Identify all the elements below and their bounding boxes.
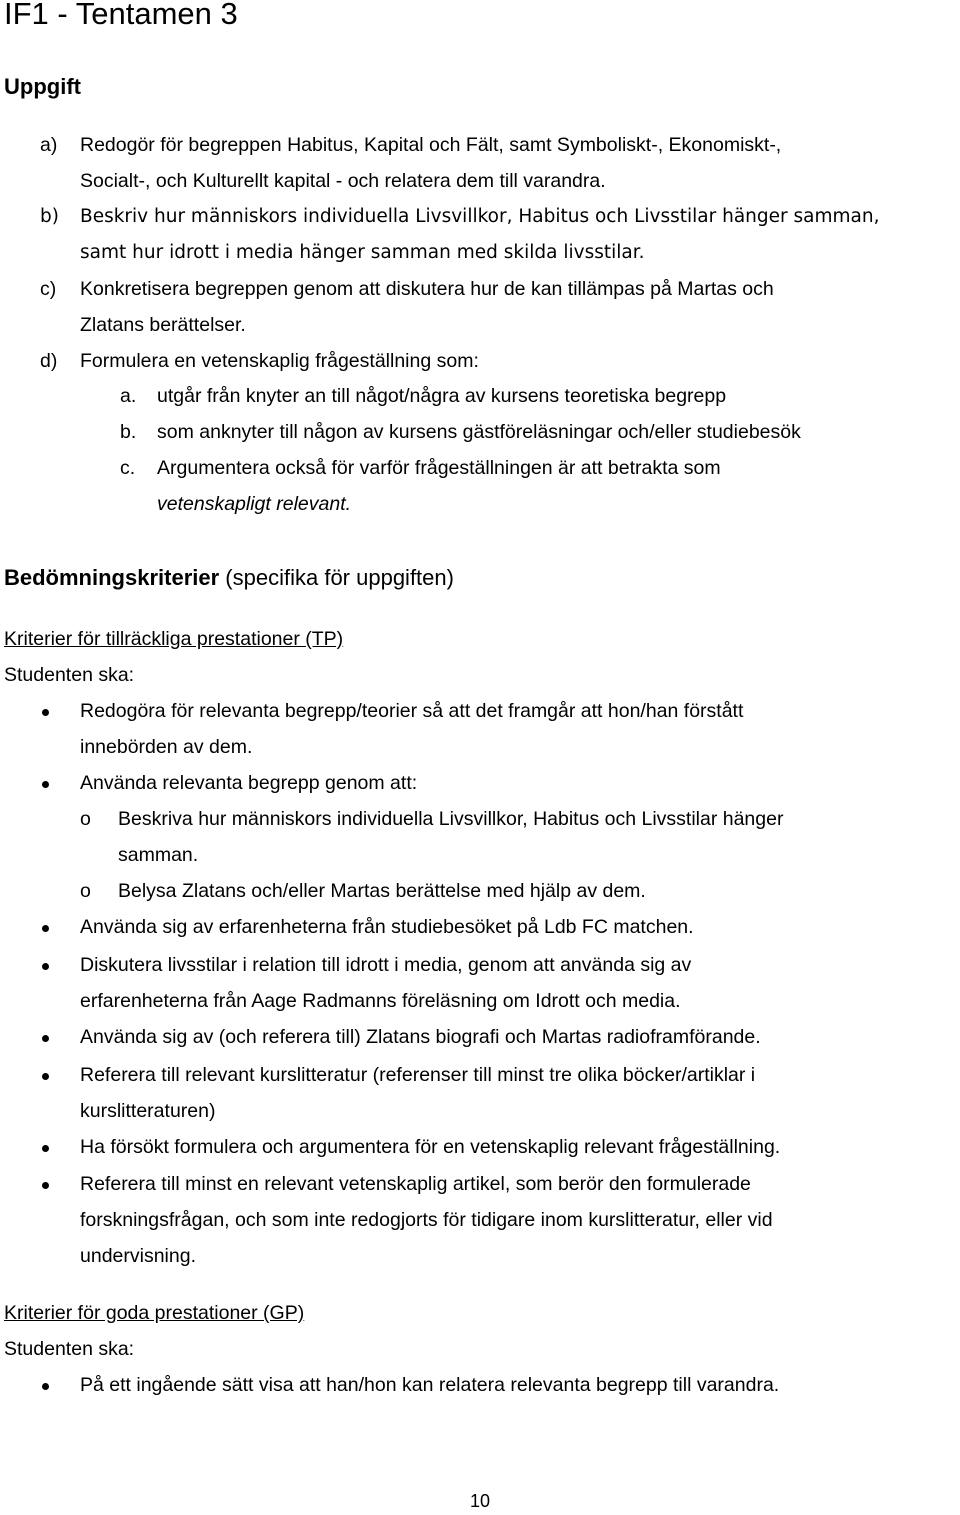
task-heading: Uppgift xyxy=(4,74,81,99)
tp-sub-1-line-1: Beskriva hur människors individuella Livsvillkor, Habitus och Livsstilar hänger xyxy=(118,808,784,830)
tp-bullet-7-line-1: Ha försökt formulera och argumentera för en vetenskaplig relevant frågeställning. xyxy=(80,1136,781,1158)
task-b-line-2: samt hur idrott i media hänger samman med skilda livsstilar. xyxy=(80,242,645,263)
bullet-icon xyxy=(42,1383,49,1390)
circle-bullet-icon: o xyxy=(80,880,91,902)
sub-b-line-1: som anknyter till någon av kursens gästföreläsningar och/eller studiebesök xyxy=(157,421,801,443)
sub-marker-a: a. xyxy=(120,385,137,407)
criteria-heading-bold: Bedömningskriterier xyxy=(4,565,220,590)
bullet-icon xyxy=(42,1182,49,1189)
tp-bullet-8-line-2: forskningsfrågan, och som inte redogjorts för tidigare inom kurslitteratur, eller vid xyxy=(80,1209,773,1231)
task-c-line-1: Konkretisera begreppen genom att diskutera hur de kan tillämpas på Martas och xyxy=(80,278,774,300)
criteria-heading xyxy=(4,563,454,593)
task-marker-d: d) xyxy=(40,350,58,372)
tp-bullet-1-line-1: Redogöra för relevanta begrepp/teorier så att det framgår att hon/han förstått xyxy=(80,700,744,722)
tp-bullet-6-line-2: kurslitteraturen) xyxy=(80,1100,216,1122)
bullet-icon xyxy=(42,709,49,716)
sub-marker-c: c. xyxy=(120,457,136,479)
task-c-line-2: Zlatans berättelser. xyxy=(80,314,246,336)
sub-c-line-2: vetenskapligt relevant. xyxy=(157,493,352,515)
tp-bullet-4-line-2: erfarenheterna från Aage Radmanns föreläsning om Idrott och media. xyxy=(80,990,681,1012)
gp-heading: Kriterier för goda prestationer (GP) xyxy=(4,1302,305,1324)
tp-sub-1-line-2: samman. xyxy=(118,844,199,866)
task-a-line-1: Redogör för begreppen Habitus, Kapital och Fält, samt Symboliskt-, Ekonomiskt-, xyxy=(80,134,782,156)
tp-bullet-5-line-1: Använda sig av (och referera till) Zlatans biografi och Martas radioframförande. xyxy=(80,1026,761,1048)
gp-intro: Studenten ska: xyxy=(4,1338,135,1360)
bullet-icon xyxy=(42,963,49,970)
criteria-heading-rest: (specifika för uppgiften) xyxy=(225,565,454,590)
bullet-icon xyxy=(42,1035,49,1042)
bullet-icon xyxy=(42,925,49,932)
task-marker-b: b) xyxy=(40,206,59,227)
bullet-icon xyxy=(42,1073,49,1080)
tp-bullet-3-line-1: Använda sig av erfarenheterna från studiebesöket på Ldb FC matchen. xyxy=(80,916,694,938)
tp-bullet-8-line-3: undervisning. xyxy=(80,1245,196,1267)
tp-bullet-4-line-1: Diskutera livsstilar i relation till idrott i media, genom att använda sig av xyxy=(80,954,692,976)
tp-intro: Studenten ska: xyxy=(4,664,135,686)
page-number: 10 xyxy=(469,1491,491,1511)
task-b-line-1: Beskriv hur människors individuella Livsvillkor, Habitus och Livsstilar hänger samman, xyxy=(80,206,880,227)
sub-a-line-1: utgår från knyter an till något/några av kursens teoretiska begrepp xyxy=(157,385,727,407)
bullet-icon xyxy=(42,781,49,788)
document-title: IF1 - Tentamen 3 xyxy=(4,0,238,31)
task-d-line-1: Formulera en vetenskaplig frågeställning som: xyxy=(80,350,479,372)
circle-bullet-icon: o xyxy=(80,808,91,830)
task-a-line-2: Socialt-, och Kulturellt kapital - och relatera dem till varandra. xyxy=(80,170,606,192)
bullet-icon xyxy=(42,1145,49,1152)
sub-marker-b: b. xyxy=(120,421,137,443)
tp-bullet-2-line-1: Använda relevanta begrepp genom att: xyxy=(80,772,418,794)
tp-bullet-1-line-2: innebörden av dem. xyxy=(80,736,253,758)
task-marker-a: a) xyxy=(40,134,58,156)
sub-c-line-1: Argumentera också för varför frågeställningen är att betrakta som xyxy=(157,457,721,479)
tp-bullet-8-line-1: Referera till minst en relevant vetenskaplig artikel, som berör den formulerade xyxy=(80,1173,751,1195)
tp-heading: Kriterier för tillräckliga prestationer (TP) xyxy=(4,628,344,650)
tp-bullet-6-line-1: Referera till relevant kurslitteratur (referenser till minst tre olika böcker/artiklar i xyxy=(80,1064,756,1086)
task-marker-c: c) xyxy=(40,278,57,300)
tp-sub-2-line-1: Belysa Zlatans och/eller Martas berättelse med hjälp av dem. xyxy=(118,880,646,902)
gp-bullet-1-line-1: På ett ingående sätt visa att han/hon kan relatera relevanta begrepp till varandra. xyxy=(80,1374,780,1396)
